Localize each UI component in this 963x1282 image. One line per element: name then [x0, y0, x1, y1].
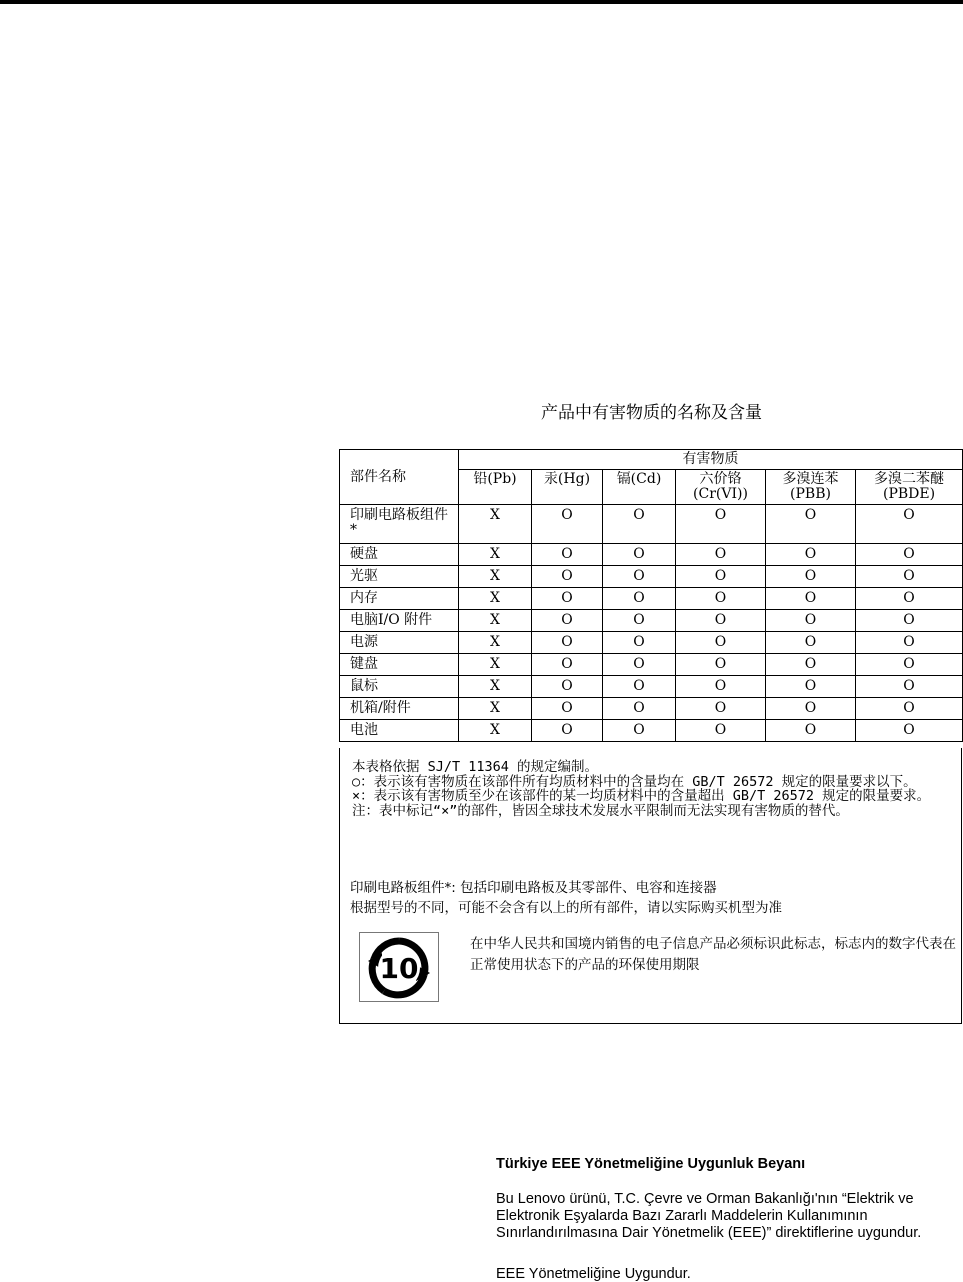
note-cross: ×：表示该有害物质至少在该部件的某一均质材料中的含量超出 GB/T 26572 规定的限量要求。 [352, 788, 931, 804]
substance-value-cell: O [766, 505, 856, 544]
substance-value-cell: O [603, 720, 676, 742]
recycle-period-icon [360, 933, 438, 1001]
note-model: 根据型号的不同，可能不会含有以上的所有部件，请以实际购买机型为准 [350, 900, 782, 916]
part-name-cell: 鼠标 [340, 676, 459, 698]
part-name-cell: 电源 [340, 632, 459, 654]
substance-value-cell: O [532, 610, 603, 632]
substance-value-cell: O [603, 698, 676, 720]
part-name-header: 部件名称 [340, 450, 459, 505]
substance-value-cell: O [603, 544, 676, 566]
substance-value-cell: O [532, 505, 603, 544]
substance-value-cell: O [676, 610, 766, 632]
substance-value-cell: O [766, 610, 856, 632]
substance-value-cell: O [603, 676, 676, 698]
substance-value-cell: O [532, 720, 603, 742]
substance-value-cell: O [676, 505, 766, 544]
substance-header: 镉(Cd) [603, 470, 676, 505]
substance-header: 铅(Pb) [459, 470, 532, 505]
table-row [340, 610, 963, 632]
top-rule [0, 0, 963, 4]
substance-value-cell: O [856, 654, 963, 676]
table-row [340, 720, 963, 742]
substance-value-cell: O [603, 505, 676, 544]
substance-value-cell: O [766, 632, 856, 654]
epup-logo-box [359, 932, 439, 1002]
substance-value-cell: O [532, 544, 603, 566]
substance-value-cell: O [603, 566, 676, 588]
turkey-body: Bu Lenovo ürünü, T.C. Çevre ve Orman Bakanlığı'nın “Elektrik ve Elektronik Eşyalarda Bazı Zararlı Maddelerin Kullanımının Sınırlandırılmasına Dair Yönetmelik (EEE)” direktiflerine uygundur. [496, 1191, 922, 1241]
substance-value-cell: O [676, 720, 766, 742]
turkey-footer: EEE Yönetmeliğine Uygundur. [496, 1266, 691, 1282]
note-remark: 注：表中标记“×”的部件，皆因全球技术发展水平限制而无法实现有害物质的替代。 [352, 802, 849, 819]
substance-value-cell: O [532, 676, 603, 698]
substance-value-cell: O [766, 698, 856, 720]
substance-value-cell: O [676, 566, 766, 588]
page-title: 产品中有害物质的名称及含量 [541, 403, 762, 423]
table-row [340, 698, 963, 720]
substance-value-cell: X [459, 505, 532, 544]
substance-value-cell: O [766, 588, 856, 610]
substance-value-cell: X [459, 632, 532, 654]
part-name-cell: 硬盘 [340, 544, 459, 566]
substance-value-cell: O [856, 588, 963, 610]
substance-value-cell: O [532, 588, 603, 610]
part-name-cell: 电池 [340, 720, 459, 742]
logo-number: 10 [379, 952, 419, 985]
table-row [340, 676, 963, 698]
substance-value-cell: O [766, 676, 856, 698]
part-name-cell: 键盘 [340, 654, 459, 676]
table-row [340, 654, 963, 676]
substance-value-cell: O [603, 610, 676, 632]
substance-value-cell: X [459, 698, 532, 720]
substance-value-cell: O [532, 632, 603, 654]
substance-value-cell: O [856, 676, 963, 698]
substance-value-cell: O [856, 566, 963, 588]
substance-value-cell: O [532, 654, 603, 676]
turkey-title: Türkiye EEE Yönetmeliğine Uygunluk Beyanı [496, 1156, 806, 1172]
substance-header: 六价铬 (Cr(VI)) [676, 470, 766, 505]
substance-value-cell: O [856, 632, 963, 654]
table-row [340, 632, 963, 654]
substance-header: 多溴二苯醚 (PBDE) [856, 470, 963, 505]
part-name-cell: 印刷电路板组件* [340, 505, 459, 544]
table-row [340, 505, 963, 544]
substance-value-cell: O [532, 698, 603, 720]
substance-group-header: 有害物质 [459, 450, 963, 470]
notes-mono-text [352, 760, 952, 818]
substance-value-cell: O [676, 588, 766, 610]
substance-value-cell: O [603, 654, 676, 676]
substance-value-cell: O [766, 654, 856, 676]
substance-value-cell: O [856, 505, 963, 544]
table-body [340, 505, 963, 742]
substance-value-cell: O [856, 544, 963, 566]
substance-value-cell: O [676, 676, 766, 698]
substance-value-cell: X [459, 676, 532, 698]
substance-value-cell: X [459, 566, 532, 588]
substance-value-cell: O [676, 632, 766, 654]
substance-value-cell: O [676, 544, 766, 566]
substance-value-cell: O [856, 698, 963, 720]
part-name-cell: 内存 [340, 588, 459, 610]
note-standard: 本表格依据 SJ/T 11364 的规定编制。 [352, 759, 599, 775]
substance-value-cell: O [856, 610, 963, 632]
table-row [340, 566, 963, 588]
note-pcb: 印刷电路板组件*: 包括印刷电路板及其零部件、电容和连接器 [350, 880, 717, 896]
table-row [340, 588, 963, 610]
substance-value-cell: O [603, 632, 676, 654]
hazardous-substance-table [339, 449, 963, 742]
substance-value-cell: O [766, 720, 856, 742]
logo-description: 在中华人民共和国境内销售的电子信息产品必须标识此标志，标志内的数字代表在正常使用状态下的产品的环保使用期限 [470, 936, 956, 973]
substance-header: 汞(Hg) [532, 470, 603, 505]
substance-value-cell: X [459, 720, 532, 742]
substance-header: 多溴连苯 (PBB) [766, 470, 856, 505]
substance-value-cell: O [676, 654, 766, 676]
substance-value-cell: X [459, 588, 532, 610]
substance-value-cell: O [856, 720, 963, 742]
substance-value-cell: O [766, 544, 856, 566]
part-name-cell: 机箱/附件 [340, 698, 459, 720]
substance-value-cell: X [459, 610, 532, 632]
notes-section [339, 748, 962, 1024]
substance-value-cell: O [532, 566, 603, 588]
note-circle: ○：表示该有害物质在该部件所有均质材料中的含量均在 GB/T 26572 规定的限量要求以下。 [352, 773, 917, 790]
part-name-cell: 电脑I/O 附件 [340, 610, 459, 632]
substance-value-cell: X [459, 544, 532, 566]
substance-value-cell: O [676, 698, 766, 720]
substance-value-cell: O [603, 588, 676, 610]
substance-value-cell: X [459, 654, 532, 676]
part-name-cell: 光驱 [340, 566, 459, 588]
table-row [340, 544, 963, 566]
substance-value-cell: O [766, 566, 856, 588]
